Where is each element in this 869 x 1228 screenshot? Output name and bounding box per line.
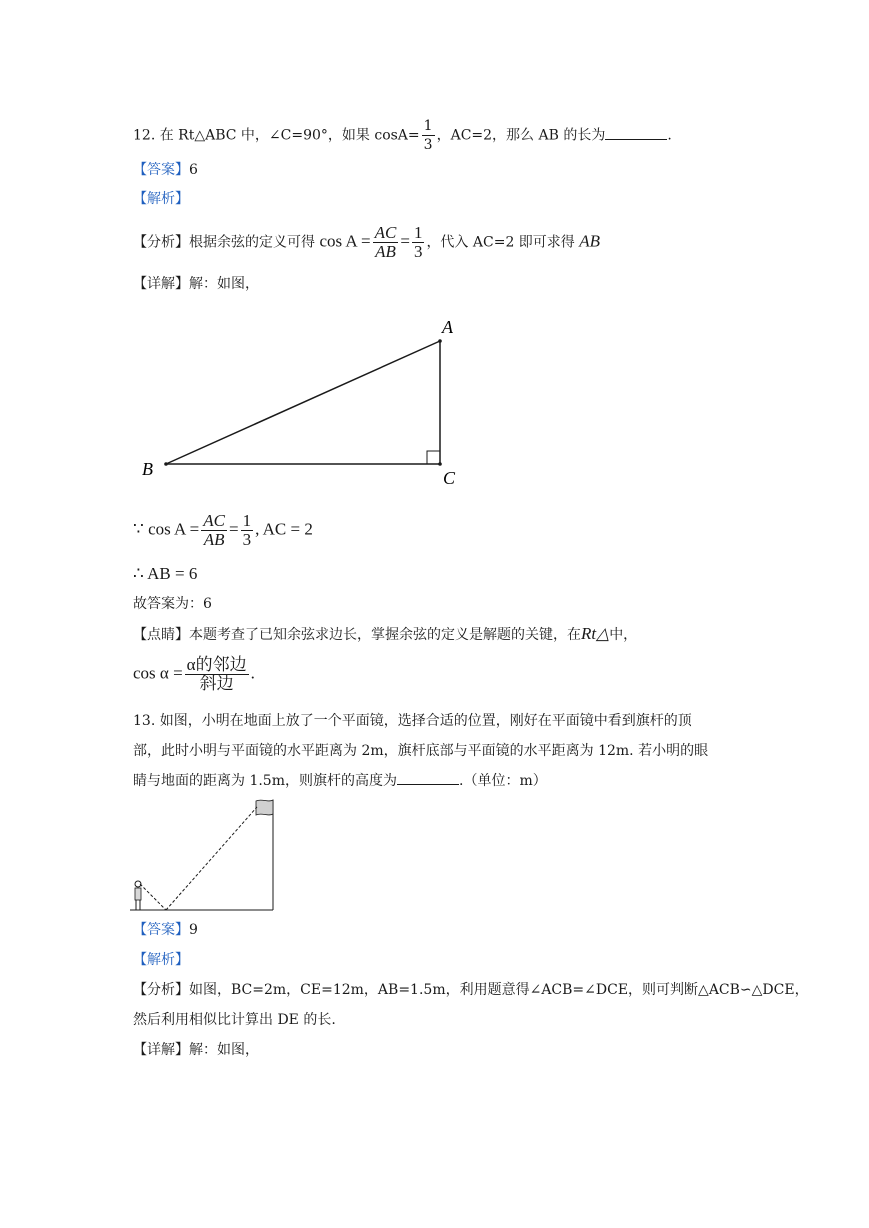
label-a: A xyxy=(442,317,453,337)
note-text: 本题考查了已知余弦求边长，掌握余弦的定义是解题的关键，在 xyxy=(189,627,581,643)
point-a xyxy=(438,339,442,343)
because-symbol: ∵ xyxy=(133,519,144,539)
note-tail: 中， xyxy=(609,627,638,643)
q12-answer xyxy=(133,161,198,179)
step1-tail: , AC = 2 xyxy=(255,519,313,539)
detail-text: 解：如图， xyxy=(189,276,259,292)
q12-analysis-tag: 【解析】 xyxy=(133,191,189,207)
detail-text: 解：如图， xyxy=(189,1042,259,1058)
frac-numerator: 1 xyxy=(423,118,433,134)
point-c xyxy=(438,462,442,466)
q12-note-formula xyxy=(133,656,255,693)
frac-denominator: AB xyxy=(375,242,396,261)
label-b: B xyxy=(142,459,153,479)
step1-fraction-2 xyxy=(241,512,254,549)
note-fraction xyxy=(185,656,249,693)
q12-cos-fraction xyxy=(422,117,435,154)
answer-tag: 【答案】 xyxy=(133,162,189,178)
q12-stem-post: ，AC=2，那么 AB 的长为 xyxy=(436,127,606,144)
q12-detail xyxy=(133,275,259,293)
note-tag: 【点睛】 xyxy=(133,627,189,643)
frac-numerator: α的邻边 xyxy=(186,655,247,674)
q13-line3-pre: 睛与地面的距离为 1.5m，则旗杆的高度为 xyxy=(133,773,397,789)
fenxi-tail: ，代入 AC=2 即可求得 xyxy=(426,234,575,251)
q12-stem-pre: 12. 在 Rt△ABC 中，∠C=90°，如果 cosA= xyxy=(133,127,420,144)
hypotenuse-ab xyxy=(166,341,440,464)
sight-line-to-top xyxy=(166,807,257,910)
fenxi-fraction-2 xyxy=(412,224,425,261)
q12-note xyxy=(133,625,637,644)
note-cos: cos α = xyxy=(133,663,183,683)
note-end: . xyxy=(250,663,255,683)
q13-fenxi-line2: 然后利用相似比计算出 DE 的长. xyxy=(133,1012,336,1028)
q12-step2: ∴ AB = 6 xyxy=(133,564,198,583)
fenxi-cos: cos A = xyxy=(319,231,371,251)
q13-analysis-tag: 【解析】 xyxy=(133,952,189,968)
q12-fenxi xyxy=(133,224,600,261)
fenxi-text: 如图，BC=2m，CE=12m，AB=1.5m，利用题意得∠ACB=∠DCE，则可判断△ACB∽△DCE， xyxy=(189,982,809,998)
q13-line2: 部，此时小明与平面镜的水平距离为 2m，旗杆底部与平面镜的水平距离为 12m. 若小明的眼 xyxy=(133,743,709,759)
frac-denominator: 3 xyxy=(242,530,252,549)
frac-denominator: 3 xyxy=(423,137,433,153)
q13-answer xyxy=(133,921,198,939)
answer-value: 9 xyxy=(189,922,198,938)
fenxi-tag: 【分析】 xyxy=(133,982,189,998)
answer-blank xyxy=(397,772,459,785)
q12-step1 xyxy=(133,512,313,549)
q13-detail xyxy=(133,1041,259,1059)
q12-final: 故答案为：6 xyxy=(133,596,212,612)
step1-cos: cos A = xyxy=(148,519,200,539)
step1-fraction xyxy=(201,512,227,549)
frac-numerator: AC xyxy=(374,223,397,242)
q13-line3 xyxy=(133,772,547,790)
point-b xyxy=(164,462,168,466)
frac-numerator: AC xyxy=(203,511,225,530)
step1-eq: = xyxy=(228,519,239,539)
answer-tag: 【答案】 xyxy=(133,922,189,938)
right-angle-mark xyxy=(427,451,440,464)
fenxi-eq: = xyxy=(400,231,410,251)
frac-numerator: 1 xyxy=(413,223,423,242)
frac-denominator: 斜边 xyxy=(199,674,234,693)
q13-fenxi-line1 xyxy=(133,981,809,999)
label-c: C xyxy=(443,468,456,488)
sight-line-from-eye xyxy=(140,884,166,910)
detail-tag: 【详解】 xyxy=(133,276,189,292)
q13-line1: 13. 如图，小明在地面上放了一个平面镜，选择合适的位置，刚好在平面镜中看到旗杆的顶 xyxy=(133,713,692,729)
fenxi-tag: 【分析】 xyxy=(133,234,189,251)
triangle-figure xyxy=(130,310,470,495)
fenxi-ab: AB xyxy=(579,231,601,251)
flag-icon xyxy=(256,800,273,815)
note-rt: Rt△ xyxy=(581,624,610,643)
flagpole-figure xyxy=(128,796,278,914)
q13-line3-post: .（单位：m） xyxy=(459,773,547,789)
person-icon xyxy=(135,881,141,910)
frac-denominator: AB xyxy=(203,530,225,549)
q12-stem xyxy=(133,117,672,154)
answer-value: 6 xyxy=(189,162,198,178)
fenxi-text: 根据余弦的定义可得 xyxy=(189,234,315,251)
frac-numerator: 1 xyxy=(242,511,252,530)
answer-blank xyxy=(605,127,667,140)
frac-denominator: 3 xyxy=(413,242,423,261)
q12-stem-end: . xyxy=(667,127,672,144)
fenxi-fraction xyxy=(373,224,399,261)
detail-tag: 【详解】 xyxy=(133,1042,189,1058)
